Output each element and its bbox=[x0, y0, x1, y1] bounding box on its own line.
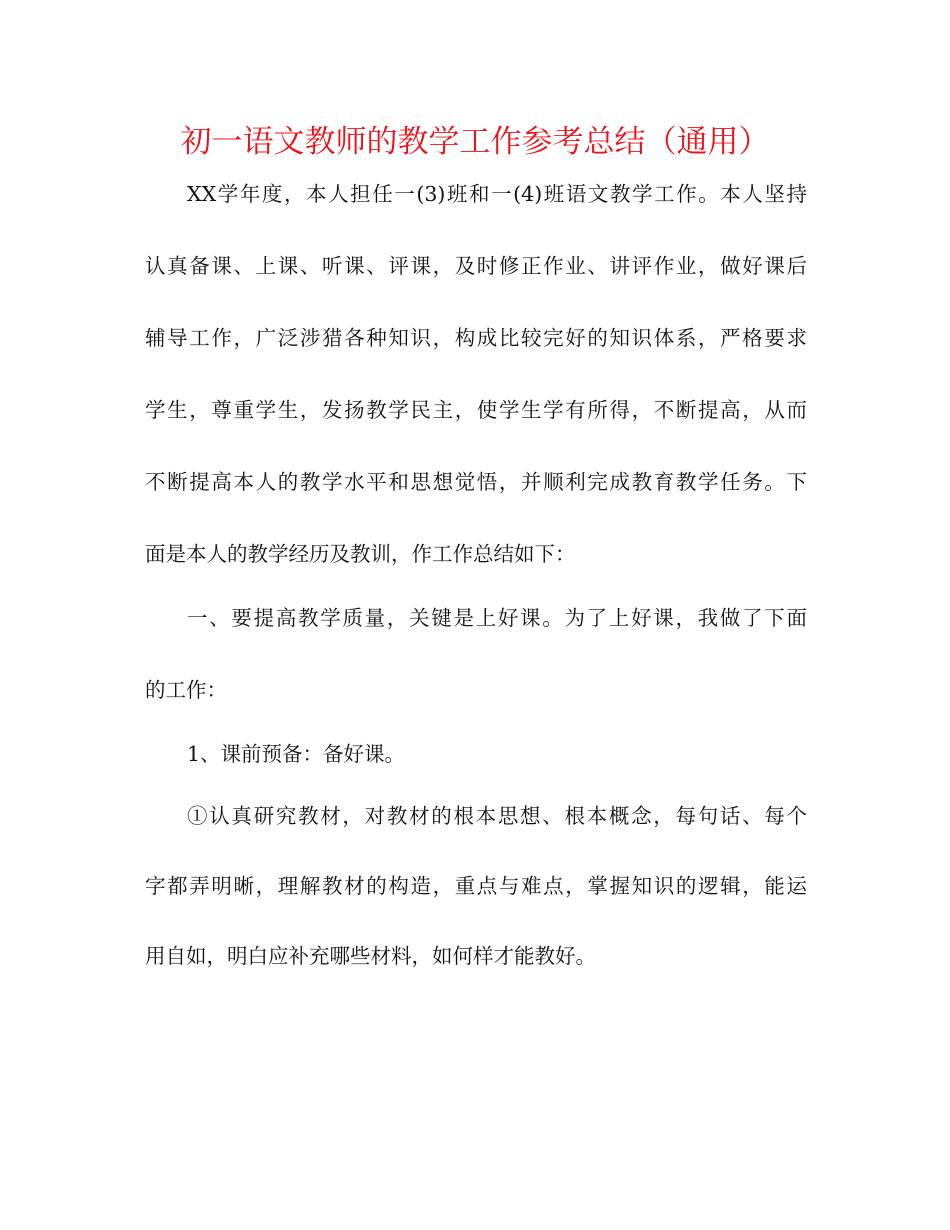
paragraph-1-line-5: 不断提高本人的教学水平和思想觉悟，并顺利完成教育教学任务。下 bbox=[145, 470, 807, 494]
paragraph-3-line-1: 1、课前预备：备好课。 bbox=[187, 742, 406, 766]
paragraph-2-line-2: 的工作： bbox=[145, 678, 227, 702]
paragraph-1-line-6: 面是本人的教学经历及教训，作工作总结如下： bbox=[145, 542, 576, 566]
paragraph-4-line-2: 字都弄明晰，理解教材的构造，重点与难点，掌握知识的逻辑，能运 bbox=[145, 874, 807, 898]
document-title: 初一语文教师的教学工作参考总结（通用） bbox=[180, 124, 770, 160]
paragraph-4-line-1: ①认真研究教材，对教材的根本思想、根本概念，每句话、每个 bbox=[187, 804, 807, 828]
paragraph-1-line-3: 辅导工作，广泛涉猎各种知识，构成比较完好的知识体系，严格要求 bbox=[145, 326, 807, 350]
paragraph-1-line-4: 学生，尊重学生，发扬教学民主，使学生学有所得，不断提高，从而 bbox=[145, 398, 807, 422]
paragraph-1-line-2: 认真备课、上课、听课、评课，及时修正作业、讲评作业，做好课后 bbox=[145, 254, 807, 278]
paragraph-2-line-1: 一、要提高教学质量，关键是上好课。为了上好课，我做了下面 bbox=[187, 606, 807, 630]
paragraph-4-line-3: 用自如，明白应补充哪些材料，如何样才能教好。 bbox=[145, 944, 596, 968]
paragraph-1-line-1: XX学年度，本人担任一(3)班和一(4)班语文教学工作。本人坚持 bbox=[187, 182, 807, 206]
